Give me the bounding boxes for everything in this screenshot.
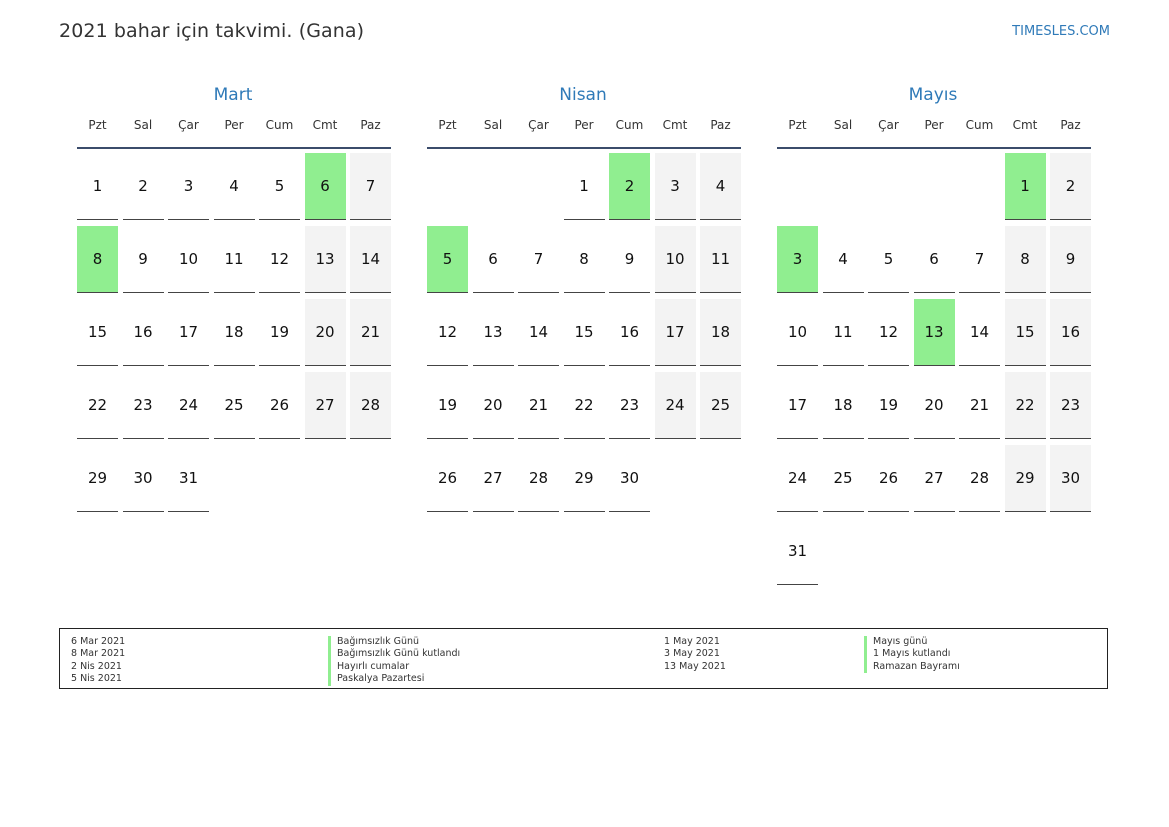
day-cell: 25 bbox=[214, 372, 255, 439]
site-link[interactable]: TIMESLES.COM bbox=[1012, 24, 1110, 39]
weekday-label: Cmt bbox=[312, 118, 338, 132]
day-cell: 7 bbox=[350, 153, 391, 220]
day-cell-holiday: 5 bbox=[427, 226, 468, 293]
day-cell: 8 bbox=[1005, 226, 1046, 293]
day-cell: 23 bbox=[123, 372, 164, 439]
legend-date: 6 Mar 2021 bbox=[71, 636, 126, 647]
day-cell-holiday: 1 bbox=[1005, 153, 1046, 220]
day-cell: 12 bbox=[427, 299, 468, 366]
weekday-label: Paz bbox=[710, 118, 731, 132]
legend-holiday-name: Ramazan Bayramı bbox=[864, 661, 960, 673]
day-cell: 31 bbox=[168, 445, 209, 512]
month-title: Mayıs bbox=[908, 85, 958, 105]
legend-names-right bbox=[864, 636, 960, 673]
day-cell: 22 bbox=[77, 372, 118, 439]
day-cell: 19 bbox=[868, 372, 909, 439]
day-cell: 25 bbox=[823, 445, 864, 512]
day-cell: 21 bbox=[959, 372, 1000, 439]
day-cell: 27 bbox=[473, 445, 514, 512]
weekday-label: Cum bbox=[965, 118, 994, 132]
day-cell: 23 bbox=[609, 372, 650, 439]
day-cell: 16 bbox=[123, 299, 164, 366]
legend-holiday-name: Bağımsızlık Günü kutlandı bbox=[328, 648, 460, 660]
legend-holiday-name: Paskalya Pazartesi bbox=[328, 673, 460, 685]
day-cell: 10 bbox=[777, 299, 818, 366]
weekday-label: Sal bbox=[483, 118, 503, 132]
day-cell: 13 bbox=[305, 226, 346, 293]
legend-date: 5 Nis 2021 bbox=[71, 673, 122, 685]
weekday-header bbox=[427, 112, 741, 149]
day-cell: 25 bbox=[700, 372, 741, 439]
legend-holiday-name: 1 Mayıs kutlandı bbox=[864, 648, 960, 660]
weekday-header bbox=[77, 112, 391, 149]
day-cell: 18 bbox=[823, 372, 864, 439]
day-cell: 30 bbox=[1050, 445, 1091, 512]
day-cell: 28 bbox=[959, 445, 1000, 512]
day-cell: 15 bbox=[564, 299, 605, 366]
weekday-label: Çar bbox=[878, 118, 899, 132]
day-cell: 12 bbox=[259, 226, 300, 293]
day-cell: 2 bbox=[1050, 153, 1091, 220]
day-cell: 3 bbox=[168, 153, 209, 220]
day-cell-holiday: 2 bbox=[609, 153, 650, 220]
day-cell: 16 bbox=[609, 299, 650, 366]
legend-dates-left bbox=[71, 636, 125, 686]
month-march bbox=[77, 82, 392, 487]
day-cell: 31 bbox=[777, 518, 818, 585]
day-cell: 22 bbox=[1005, 372, 1046, 439]
legend-date: 1 May 2021 bbox=[664, 636, 720, 647]
day-cell: 9 bbox=[1050, 226, 1091, 293]
weekday-label: Cum bbox=[615, 118, 644, 132]
day-cell: 24 bbox=[168, 372, 209, 439]
day-cell: 15 bbox=[1005, 299, 1046, 366]
day-cell: 29 bbox=[77, 445, 118, 512]
day-cell: 5 bbox=[868, 226, 909, 293]
day-cell: 29 bbox=[1005, 445, 1046, 512]
day-cell: 14 bbox=[350, 226, 391, 293]
day-cell: 4 bbox=[214, 153, 255, 220]
day-cell: 18 bbox=[700, 299, 741, 366]
day-cell: 21 bbox=[350, 299, 391, 366]
day-cell: 11 bbox=[700, 226, 741, 293]
weekday-label: Sal bbox=[133, 118, 153, 132]
legend-holiday-name: Mayıs günü bbox=[864, 636, 960, 648]
day-cell: 5 bbox=[259, 153, 300, 220]
legend-names-left bbox=[328, 636, 460, 686]
legend-date: 3 May 2021 bbox=[664, 648, 720, 660]
day-cell: 24 bbox=[655, 372, 696, 439]
day-cell: 20 bbox=[473, 372, 514, 439]
day-cell: 17 bbox=[655, 299, 696, 366]
day-cell: 9 bbox=[609, 226, 650, 293]
day-cell: 17 bbox=[777, 372, 818, 439]
day-cell: 8 bbox=[564, 226, 605, 293]
day-cell: 13 bbox=[473, 299, 514, 366]
day-cell: 27 bbox=[914, 445, 955, 512]
day-cell: 20 bbox=[914, 372, 955, 439]
day-cell: 28 bbox=[518, 445, 559, 512]
month-title: Nisan bbox=[559, 85, 607, 105]
day-cell: 20 bbox=[305, 299, 346, 366]
legend-holiday-name: Hayırlı cumalar bbox=[328, 661, 460, 673]
legend-holiday-name: Bağımsızlık Günü bbox=[328, 636, 460, 648]
day-cell: 7 bbox=[959, 226, 1000, 293]
day-cell: 15 bbox=[77, 299, 118, 366]
day-cell: 11 bbox=[823, 299, 864, 366]
day-cell: 23 bbox=[1050, 372, 1091, 439]
weekday-label: Paz bbox=[360, 118, 381, 132]
day-cell-holiday: 3 bbox=[777, 226, 818, 293]
day-cell: 4 bbox=[700, 153, 741, 220]
weekday-label: Per bbox=[574, 118, 594, 132]
day-cell: 26 bbox=[868, 445, 909, 512]
day-cell: 14 bbox=[518, 299, 559, 366]
legend-date: 13 May 2021 bbox=[664, 660, 726, 672]
weekday-label: Per bbox=[924, 118, 944, 132]
legend-dates-right bbox=[664, 636, 726, 673]
day-cell: 7 bbox=[518, 226, 559, 293]
day-cell: 21 bbox=[518, 372, 559, 439]
day-cell: 26 bbox=[259, 372, 300, 439]
day-cell: 11 bbox=[214, 226, 255, 293]
weekday-label: Pzt bbox=[88, 118, 107, 132]
holiday-legend bbox=[59, 628, 1108, 689]
legend-date: 8 Mar 2021 bbox=[71, 648, 126, 660]
weekday-label: Pzt bbox=[788, 118, 807, 132]
day-cell: 27 bbox=[305, 372, 346, 439]
day-cell: 2 bbox=[123, 153, 164, 220]
day-cell: 12 bbox=[868, 299, 909, 366]
month-title: Mart bbox=[213, 85, 253, 105]
day-cell-holiday: 6 bbox=[305, 153, 346, 220]
day-cell: 4 bbox=[823, 226, 864, 293]
day-cell: 29 bbox=[564, 445, 605, 512]
day-cell: 28 bbox=[350, 372, 391, 439]
day-cell: 18 bbox=[214, 299, 255, 366]
weekday-label: Cum bbox=[265, 118, 294, 132]
legend-date: 2 Nis 2021 bbox=[71, 660, 122, 672]
weekday-label: Sal bbox=[833, 118, 853, 132]
weekday-label: Çar bbox=[528, 118, 549, 132]
day-cell: 16 bbox=[1050, 299, 1091, 366]
day-cell: 22 bbox=[564, 372, 605, 439]
day-cell: 30 bbox=[609, 445, 650, 512]
day-cell: 19 bbox=[259, 299, 300, 366]
day-cell: 24 bbox=[777, 445, 818, 512]
weekday-label: Çar bbox=[178, 118, 199, 132]
day-cell: 9 bbox=[123, 226, 164, 293]
weekday-label: Cmt bbox=[1012, 118, 1038, 132]
day-cell: 6 bbox=[914, 226, 955, 293]
day-cell-holiday: 8 bbox=[77, 226, 118, 293]
day-cell: 10 bbox=[655, 226, 696, 293]
day-cell: 10 bbox=[168, 226, 209, 293]
calendar-months bbox=[77, 82, 1092, 592]
day-cell: 3 bbox=[655, 153, 696, 220]
weekday-label: Paz bbox=[1060, 118, 1081, 132]
day-cell: 6 bbox=[473, 226, 514, 293]
weekday-label: Cmt bbox=[662, 118, 688, 132]
day-cell: 14 bbox=[959, 299, 1000, 366]
day-cell: 1 bbox=[564, 153, 605, 220]
day-cell: 1 bbox=[77, 153, 118, 220]
day-cell: 30 bbox=[123, 445, 164, 512]
page-title: 2021 bahar için takvimi. (Gana) bbox=[59, 20, 365, 42]
day-cell-holiday: 13 bbox=[914, 299, 955, 366]
month-april bbox=[427, 82, 742, 487]
day-cell: 26 bbox=[427, 445, 468, 512]
day-cell: 17 bbox=[168, 299, 209, 366]
weekday-label: Pzt bbox=[438, 118, 457, 132]
month-may bbox=[777, 82, 1092, 560]
weekday-label: Per bbox=[224, 118, 244, 132]
weekday-header bbox=[777, 112, 1091, 149]
day-cell: 19 bbox=[427, 372, 468, 439]
